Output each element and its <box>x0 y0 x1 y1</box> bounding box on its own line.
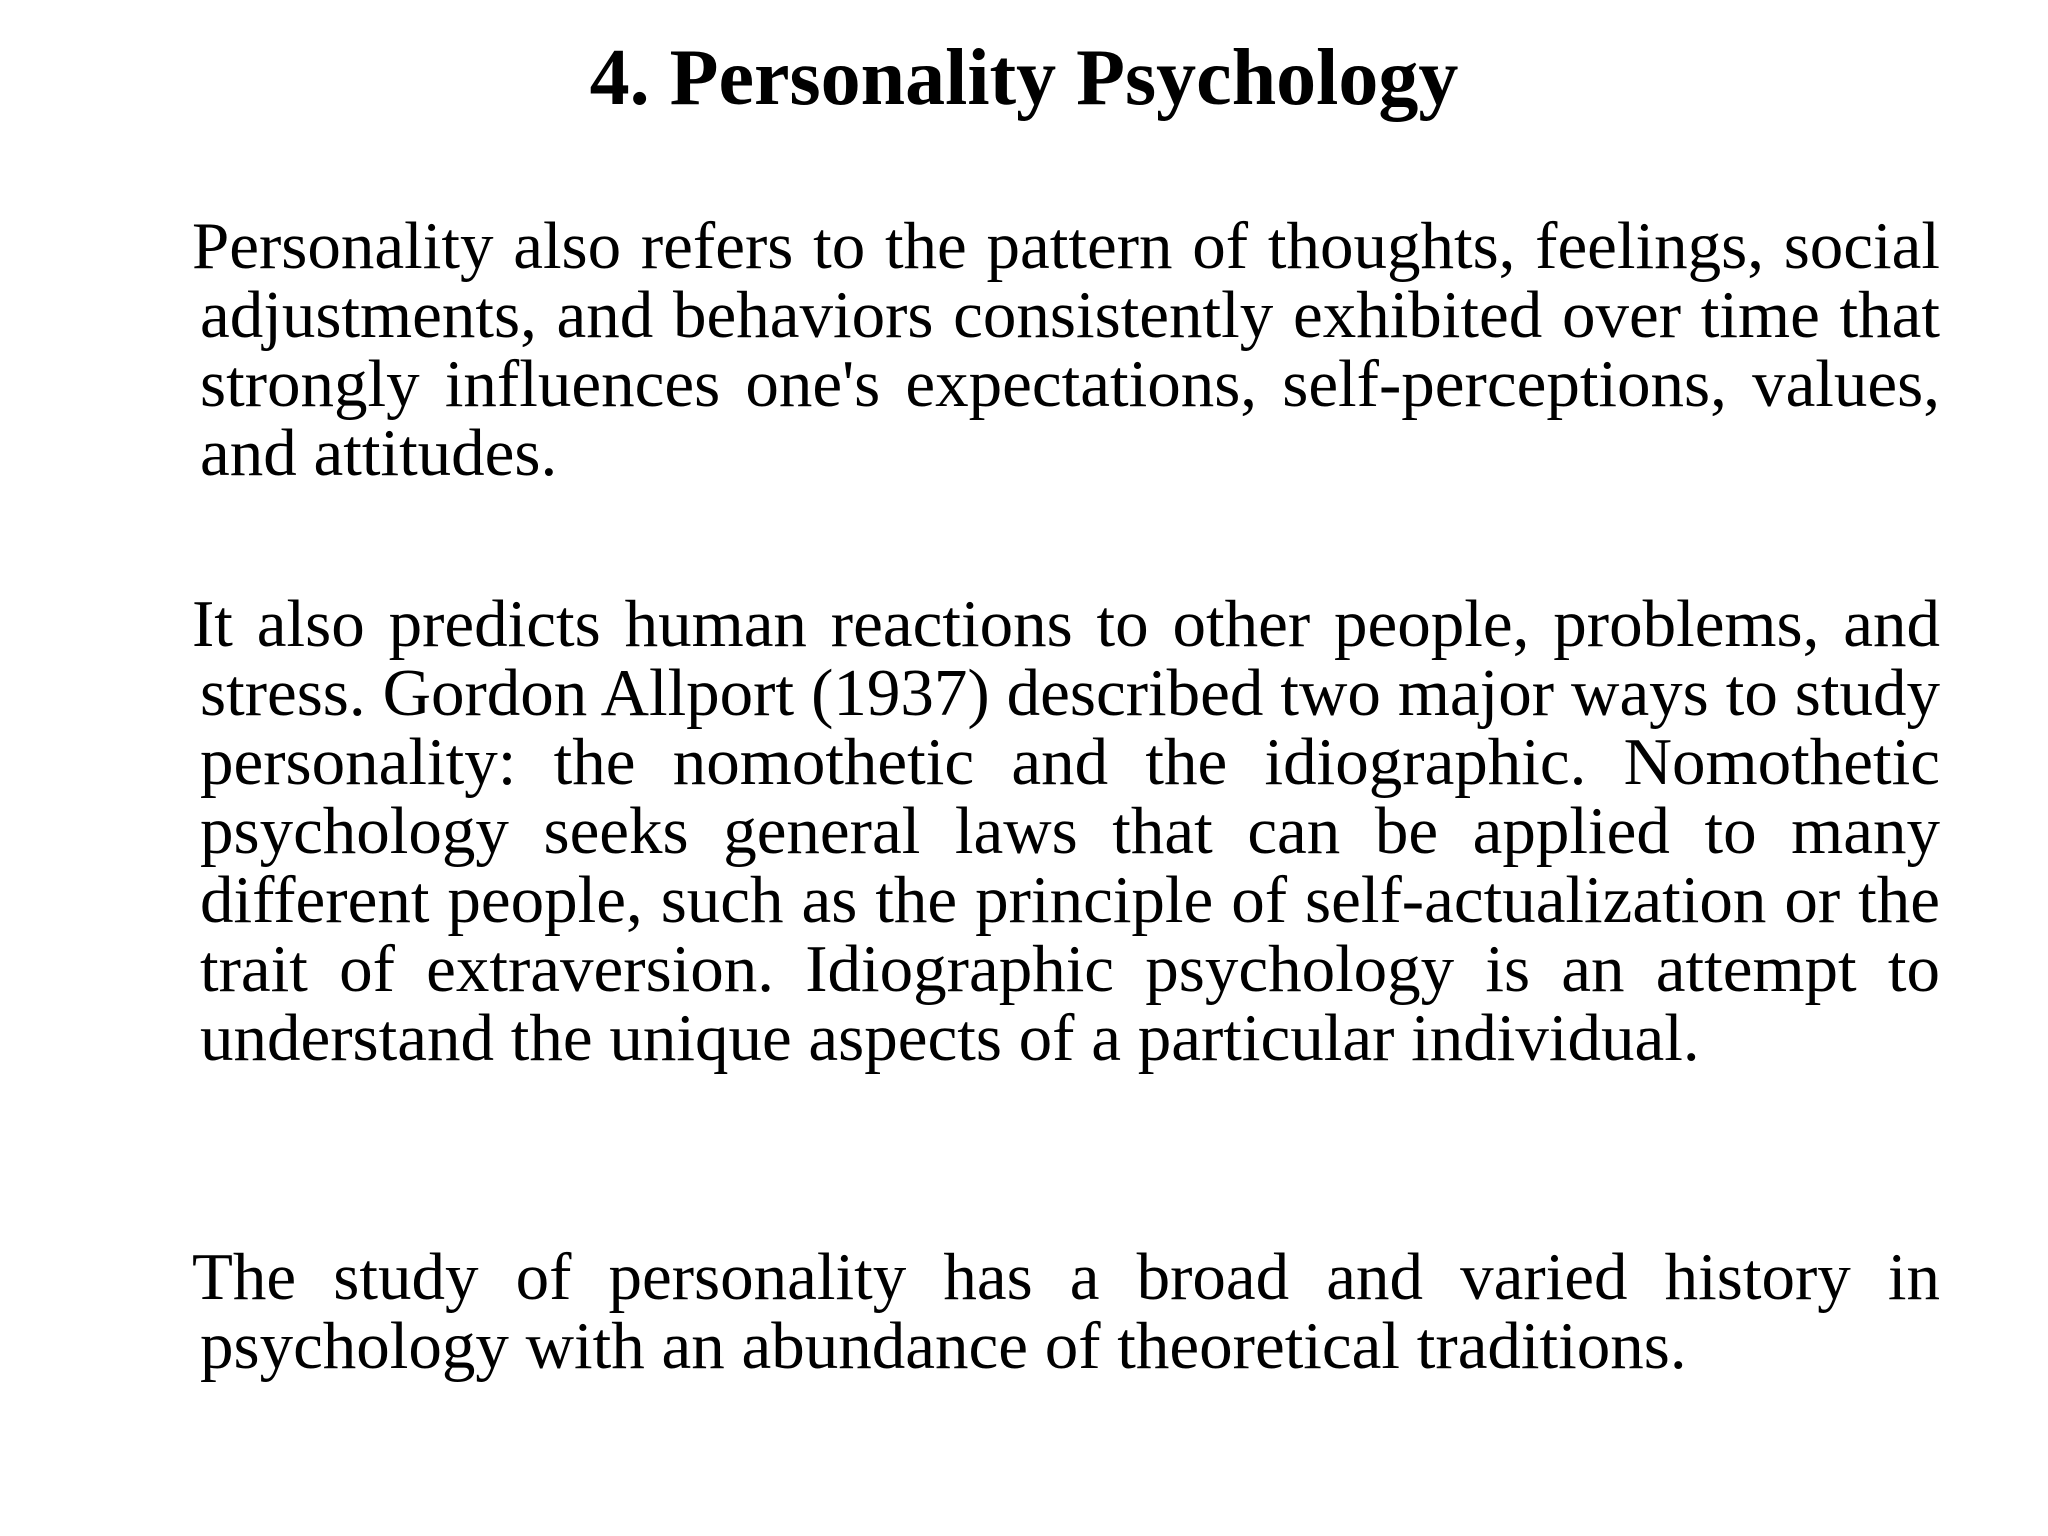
paragraph-definition: Personality also refers to the pattern of thoughts, feelings, social adjustments, and behaviors consistently exhibited over time that strongly influences one's expectations, self-perceptions, values, and attitudes. <box>192 209 1940 490</box>
slide-title: 4. Personality Psychology <box>589 34 1459 122</box>
paragraph-allport-approaches: It also predicts human reactions to other people, problems, and stress. Gordon Allport (1937) described two major ways to study personality: the nomothetic and the idiographic. Nomothetic psychology seeks general laws that can be applied to many different people, such as the principle of self-actualization or the trait of extraversion. Idiographic psychology is an attempt to understand the unique aspects of a particular individual. <box>192 587 1940 1075</box>
paragraph-history: The study of personality has a broad and varied history in psychology with an abundance of theoretical traditions. <box>192 1240 1940 1383</box>
